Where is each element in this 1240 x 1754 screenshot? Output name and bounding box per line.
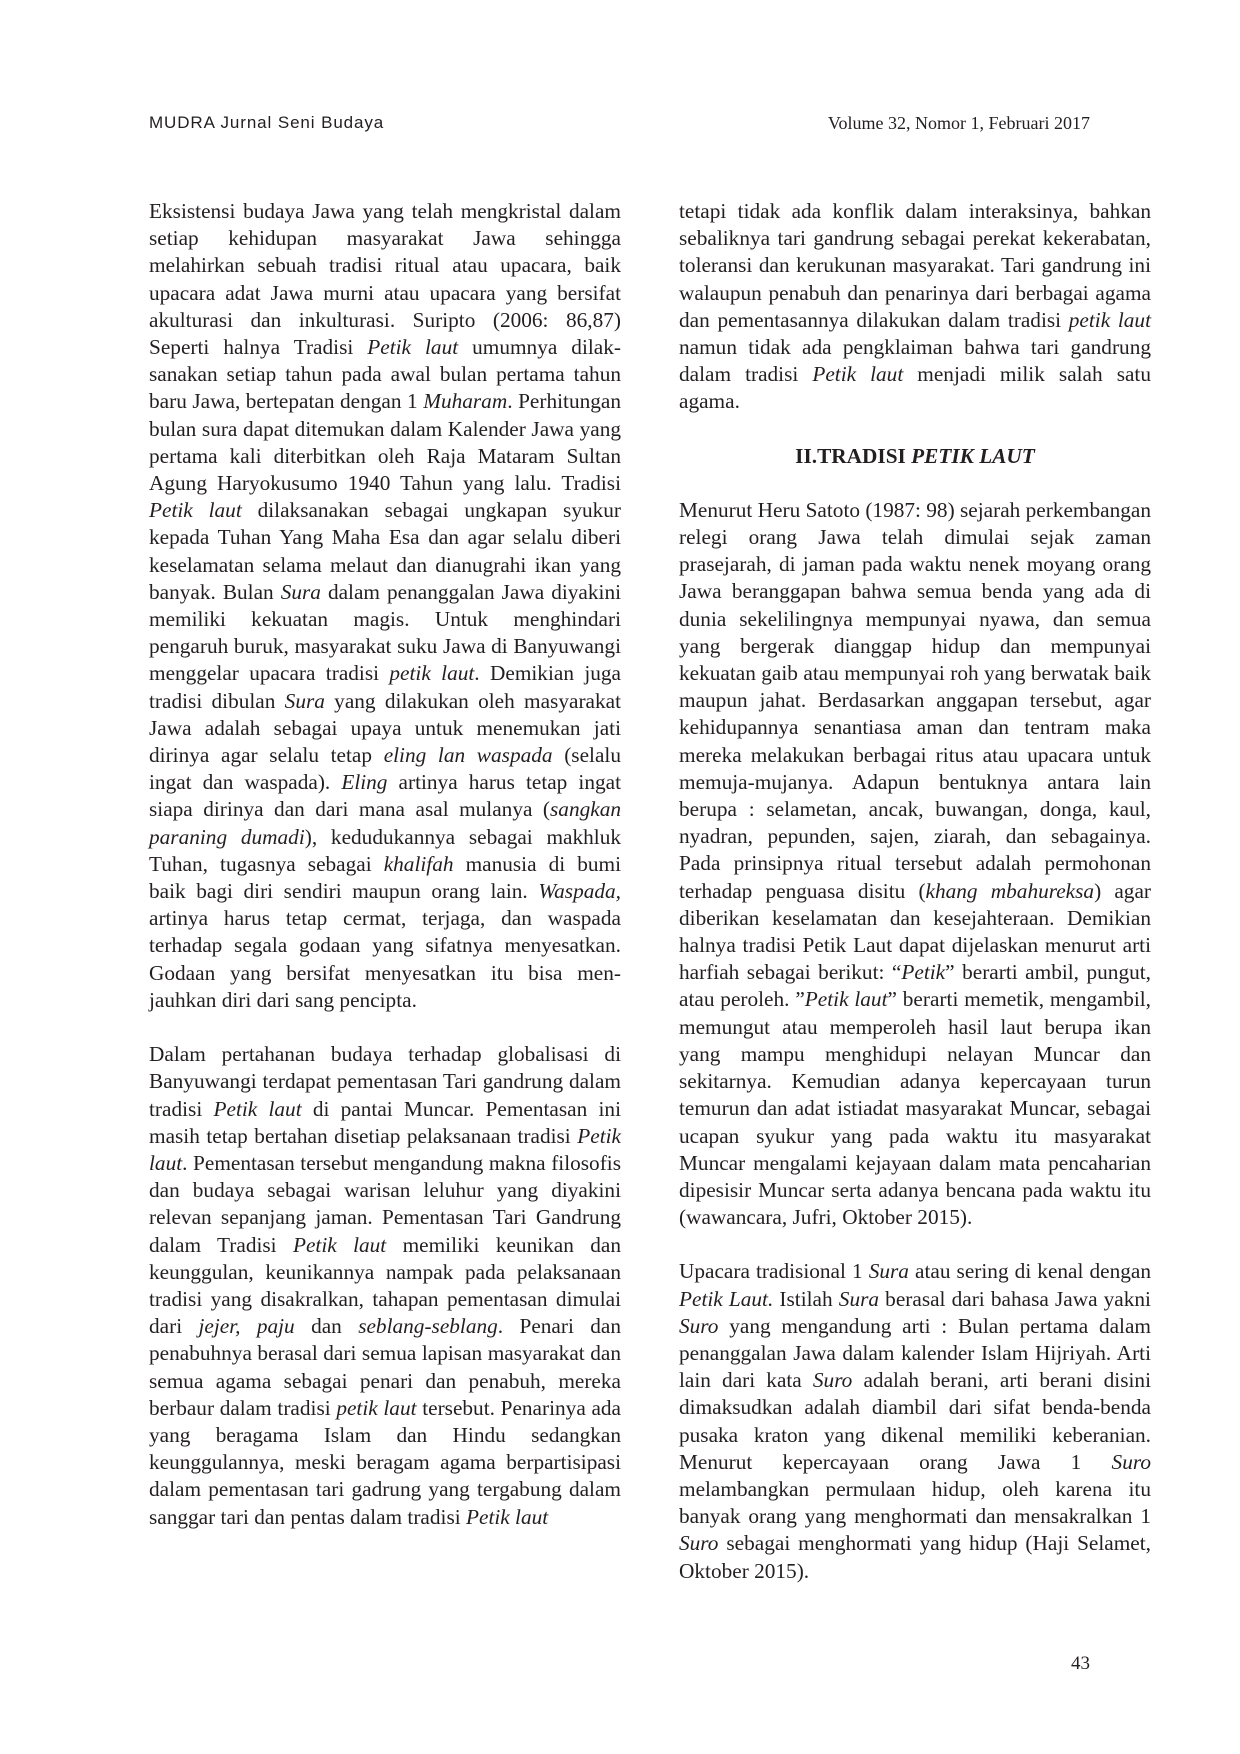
italic-run: Petik laut — [149, 1123, 621, 1175]
paragraph-tradisi-petik-laut — [149, 198, 621, 1014]
text-run: (selalu ingat dan waspada). — [149, 743, 621, 795]
text-run: Menurut Heru Satoto (1987: 98) sejarah perkembangan relegi orang Jawa telah dimulai sejak zaman prasejarah, di jaman pada waktu nenek moyang orang Jawa beranggapan bahwa semua benda yang ada di dunia sekelilingnya mempunyai nyawa, dan semua yang bergerak dianggap hidup dan mempunyai kekuatan gaib atau mempunyai roh yang berwatak baik maupun jahat. Berdasarkan anggapan tersebut, agar kehidupannya senantiasa aman dan tentram maka mereka melakukan berbagai ritus atau upacara untuk memuja-mujanya. Adapun bentuknya antara lain berupa : selametan, ancak, buwangan, donga, kaul, nyadran, pepunden, sajen, ziarah, dan sebagainya. Pada prinsipnya ritual tersebut adalah permohonan terhadap penguasa disitu ( — [679, 497, 1151, 903]
text-run: ” berarti ambil, pungut, atau peroleh. ” — [679, 960, 1151, 1012]
text-run: berasal dari bahasa Jawa yakni — [879, 1286, 1151, 1311]
italic-run: Sura — [868, 1259, 909, 1284]
text-run: . Demikian juga tradisi dibulan — [149, 661, 622, 713]
text-run: dan — [294, 1314, 359, 1339]
text-run: . Penari dan penabuhnya berasal dari semua lapisan masyarakat dan semua agama sebagai penari dan penabuh, mereka berbaur dalam tradisi — [149, 1314, 621, 1420]
text-run: dilaksanakan sebagai ungkapan syukur kepada Tuhan Yang Maha Esa dan agar selalu diberi keselamatan selama melaut dan dianugrahi ikan yang banyak. Bulan — [149, 498, 622, 604]
text-run: artinya harus tetap cermat, terjaga, dan waspada terhadap segala godaan yang sifatnya menyesatkan. Godaan yang bersifat menyesatkan itu bisa menjauhkan diri dari sang pencipta. — [149, 906, 621, 1012]
italic-run: Sura — [838, 1286, 880, 1311]
page-number: 43 — [1071, 1653, 1090, 1674]
text-run: dalam penanggalan Jawa diyakini memiliki kekuatan magis. Untuk menghindari pengaruh buruk, masyarakat suku Jawa di Banyuwangi menggelar upacara tradisi — [149, 579, 622, 686]
italic-run: Petik laut — [465, 1504, 549, 1529]
italic-run: Petik laut — [292, 1232, 387, 1257]
paragraph-continuation — [679, 198, 1151, 416]
italic-run: petik laut — [389, 661, 475, 686]
italic-run: Suro — [812, 1368, 853, 1393]
heading-italic-text: PETIK LAUT — [911, 443, 1035, 468]
text-run: ” berarti memetik, mengambil, memungut atau memperoleh hasil laut berupa ikan yang mampu menghidupi nelayan Muncar dan sekitarnya. Kemudian adanya kepercayaan turun temurun dan adat istiadat masyarakat Muncar, sebagai ucapan syukur yang pada waktu itu masyarakat Muncar mengalami kejayaan dalam mata pencaharian dipesisir Muncar serta adanya bencana pada waktu itu (wawancara, Jufri, Oktober 2015). — [679, 987, 1152, 1230]
running-header-issue: Volume 32, Nomor 1, Februari 2017 — [827, 113, 1090, 133]
text-run: yang dilakukan oleh masyarakat Jawa adalah sebagai upaya untuk menemukan jati dirinya agar selalu tetap — [149, 688, 622, 768]
text-run: adalah berani, arti berani disini dimaksudkan adalah diambil dari sifat benda-benda pusaka kraton yang dikenal memiliki keberanian. Menurut kepercayaan orang Jawa 1 — [679, 1368, 1151, 1474]
italic-run: Suro — [679, 1531, 719, 1556]
heading-text: II.TRADISI — [795, 443, 912, 468]
text-run: yang mengandung arti : Bulan pertama dalam penanggalan Jawa dalam kalender Islam Hijriyah. Arti lain dari kata — [679, 1313, 1151, 1393]
text-run: tetapi tidak ada konflik dalam interaksinya, bahkan sebaliknya tari gandrung sebagai perekat kekerabatan, toleransi dan kerukunan masyarakat. Tari gandrung ini walaupun penabuh dan penarinya dari berbagai agama dan pementasannya dilakukan dalam tradisi — [679, 199, 1151, 332]
italic-run: Petik laut — [812, 362, 904, 387]
text-run: melambangkan permulaan hidup, oleh karena itu banyak orang yang menghormati dan mensakralkan 1 — [679, 1476, 1151, 1529]
text-run: ), kedudukannya sebagai makhluk Tuhan, tugasnya sebagai — [149, 824, 621, 876]
text-run: artinya harus tetap ingat siapa dirinya dan dari mana asal mulanya ( — [149, 770, 621, 822]
text-run: menjadi milik salah satu agama. — [679, 362, 1151, 414]
italic-run: khalifah — [383, 851, 454, 876]
right-column — [679, 198, 1151, 1585]
paragraph-upacara-sura — [679, 1258, 1151, 1584]
italic-run: eling lan waspada — [383, 743, 553, 768]
italic-run: Suro — [1111, 1449, 1151, 1474]
text-run: . Perhitungan bulan sura dapat ditemukan dalam Kalender Jawa yang pertama kali diterbitkan oleh Raja Mataram Sultan Agung Haryokusumo 1940 Tahun yang lalu. Tradisi — [149, 389, 621, 496]
italic-run: Petik laut — [804, 987, 888, 1012]
text-run: Eksistensi budaya Jawa yang telah mengkristal dalam setiap kehidupan masyarakat Jawa sehingga melahirkan sebuah tradisi ritual atau upacara, baik upacara adat Jawa murni atau upacara yang bersifat akulturasi dan inkulturasi. Suripto (2006: 86,87) Seperti halnya Tradisi — [149, 199, 621, 360]
section-heading — [679, 443, 1151, 470]
text-run: di pantai Muncar. Pementasan ini masih tetap bertahan disetiap pelaksanaan tradisi — [149, 1096, 622, 1148]
text-run: namun tidak ada pengklaiman bahwa tari gandrung dalam tradisi — [679, 335, 1151, 387]
italic-run: Sura — [280, 579, 321, 604]
text-run: . Pementasan tersebut mengandung makna filosofis dan budaya sebagai warisan leluhur yang diyakini relevan sepanjang jaman. Pementasan Tari Gandrung dalam Tradisi — [149, 1150, 621, 1257]
italic-run: Petik — [901, 960, 946, 985]
italic-run: petik laut — [1068, 307, 1151, 332]
left-column — [149, 198, 621, 1531]
italic-run: Muharam — [423, 389, 508, 414]
italic-run: Petik Laut. — [679, 1286, 774, 1311]
italic-run: petik laut — [336, 1395, 417, 1420]
italic-run: khang mbahureksa — [925, 878, 1095, 903]
text-run: memiliki keunikan dan keunggulan, keunikannya nampak pada pelaksanaan tradisi yang disakralkan, tahapan pementasan dimulai dari — [149, 1232, 622, 1339]
paragraph-sejarah-relegi — [679, 497, 1151, 1231]
italic-run: Suro — [679, 1313, 719, 1338]
italic-run: Petik laut — [367, 335, 459, 360]
text-run: Istilah — [773, 1286, 839, 1311]
italic-run: sangkan paraning dumadi — [149, 797, 621, 849]
text-run: sebagai menghormati yang hidup (Haji Selamet, Oktober 2015). — [679, 1531, 1151, 1583]
text-run: Upacara tradisional 1 — [679, 1259, 869, 1284]
italic-run: Petik laut — [213, 1096, 302, 1121]
italic-run: seblang-seblang — [358, 1314, 498, 1339]
italic-run: Sura — [284, 688, 325, 713]
running-header-journal: MUDRA Jurnal Seni Budaya — [149, 113, 385, 132]
text-run: umumnya dilaksanakan setiap tahun pada awal bulan pertama tahun baru Jawa, bertepatan dengan 1 — [149, 335, 621, 414]
text-run: ) agar diberikan keselamatan dan kesejahteraan. Demikian halnya tradisi Petik Laut dapat dijelaskan menurut arti harfiah sebagai berikut: “ — [679, 878, 1151, 985]
italic-run: jejer, paju — [198, 1314, 295, 1339]
text-run: atau sering di kenal dengan — [908, 1259, 1151, 1284]
italic-run: Petik laut — [149, 498, 242, 523]
text-run: Dalam pertahanan budaya terhadap globalisasi di Banyuwangi terdapat pementasan Tari gandrung dalam tradisi — [149, 1042, 621, 1121]
paragraph-tari-gandrung — [149, 1041, 621, 1531]
italic-run: Waspada, — [538, 879, 621, 904]
text-run: tersebut. Penarinya ada yang beragama Islam dan Hindu sedangkan keunggulannya, meski beragam agama berpartisipasi dalam pementasan tari gadrung yang tergabung dalam sanggar tari dan pentas dalam tradisi — [149, 1395, 621, 1529]
italic-run: Eling — [341, 770, 388, 795]
text-run: manusia di bumi baik bagi diri sendiri maupun orang lain. — [149, 851, 621, 904]
